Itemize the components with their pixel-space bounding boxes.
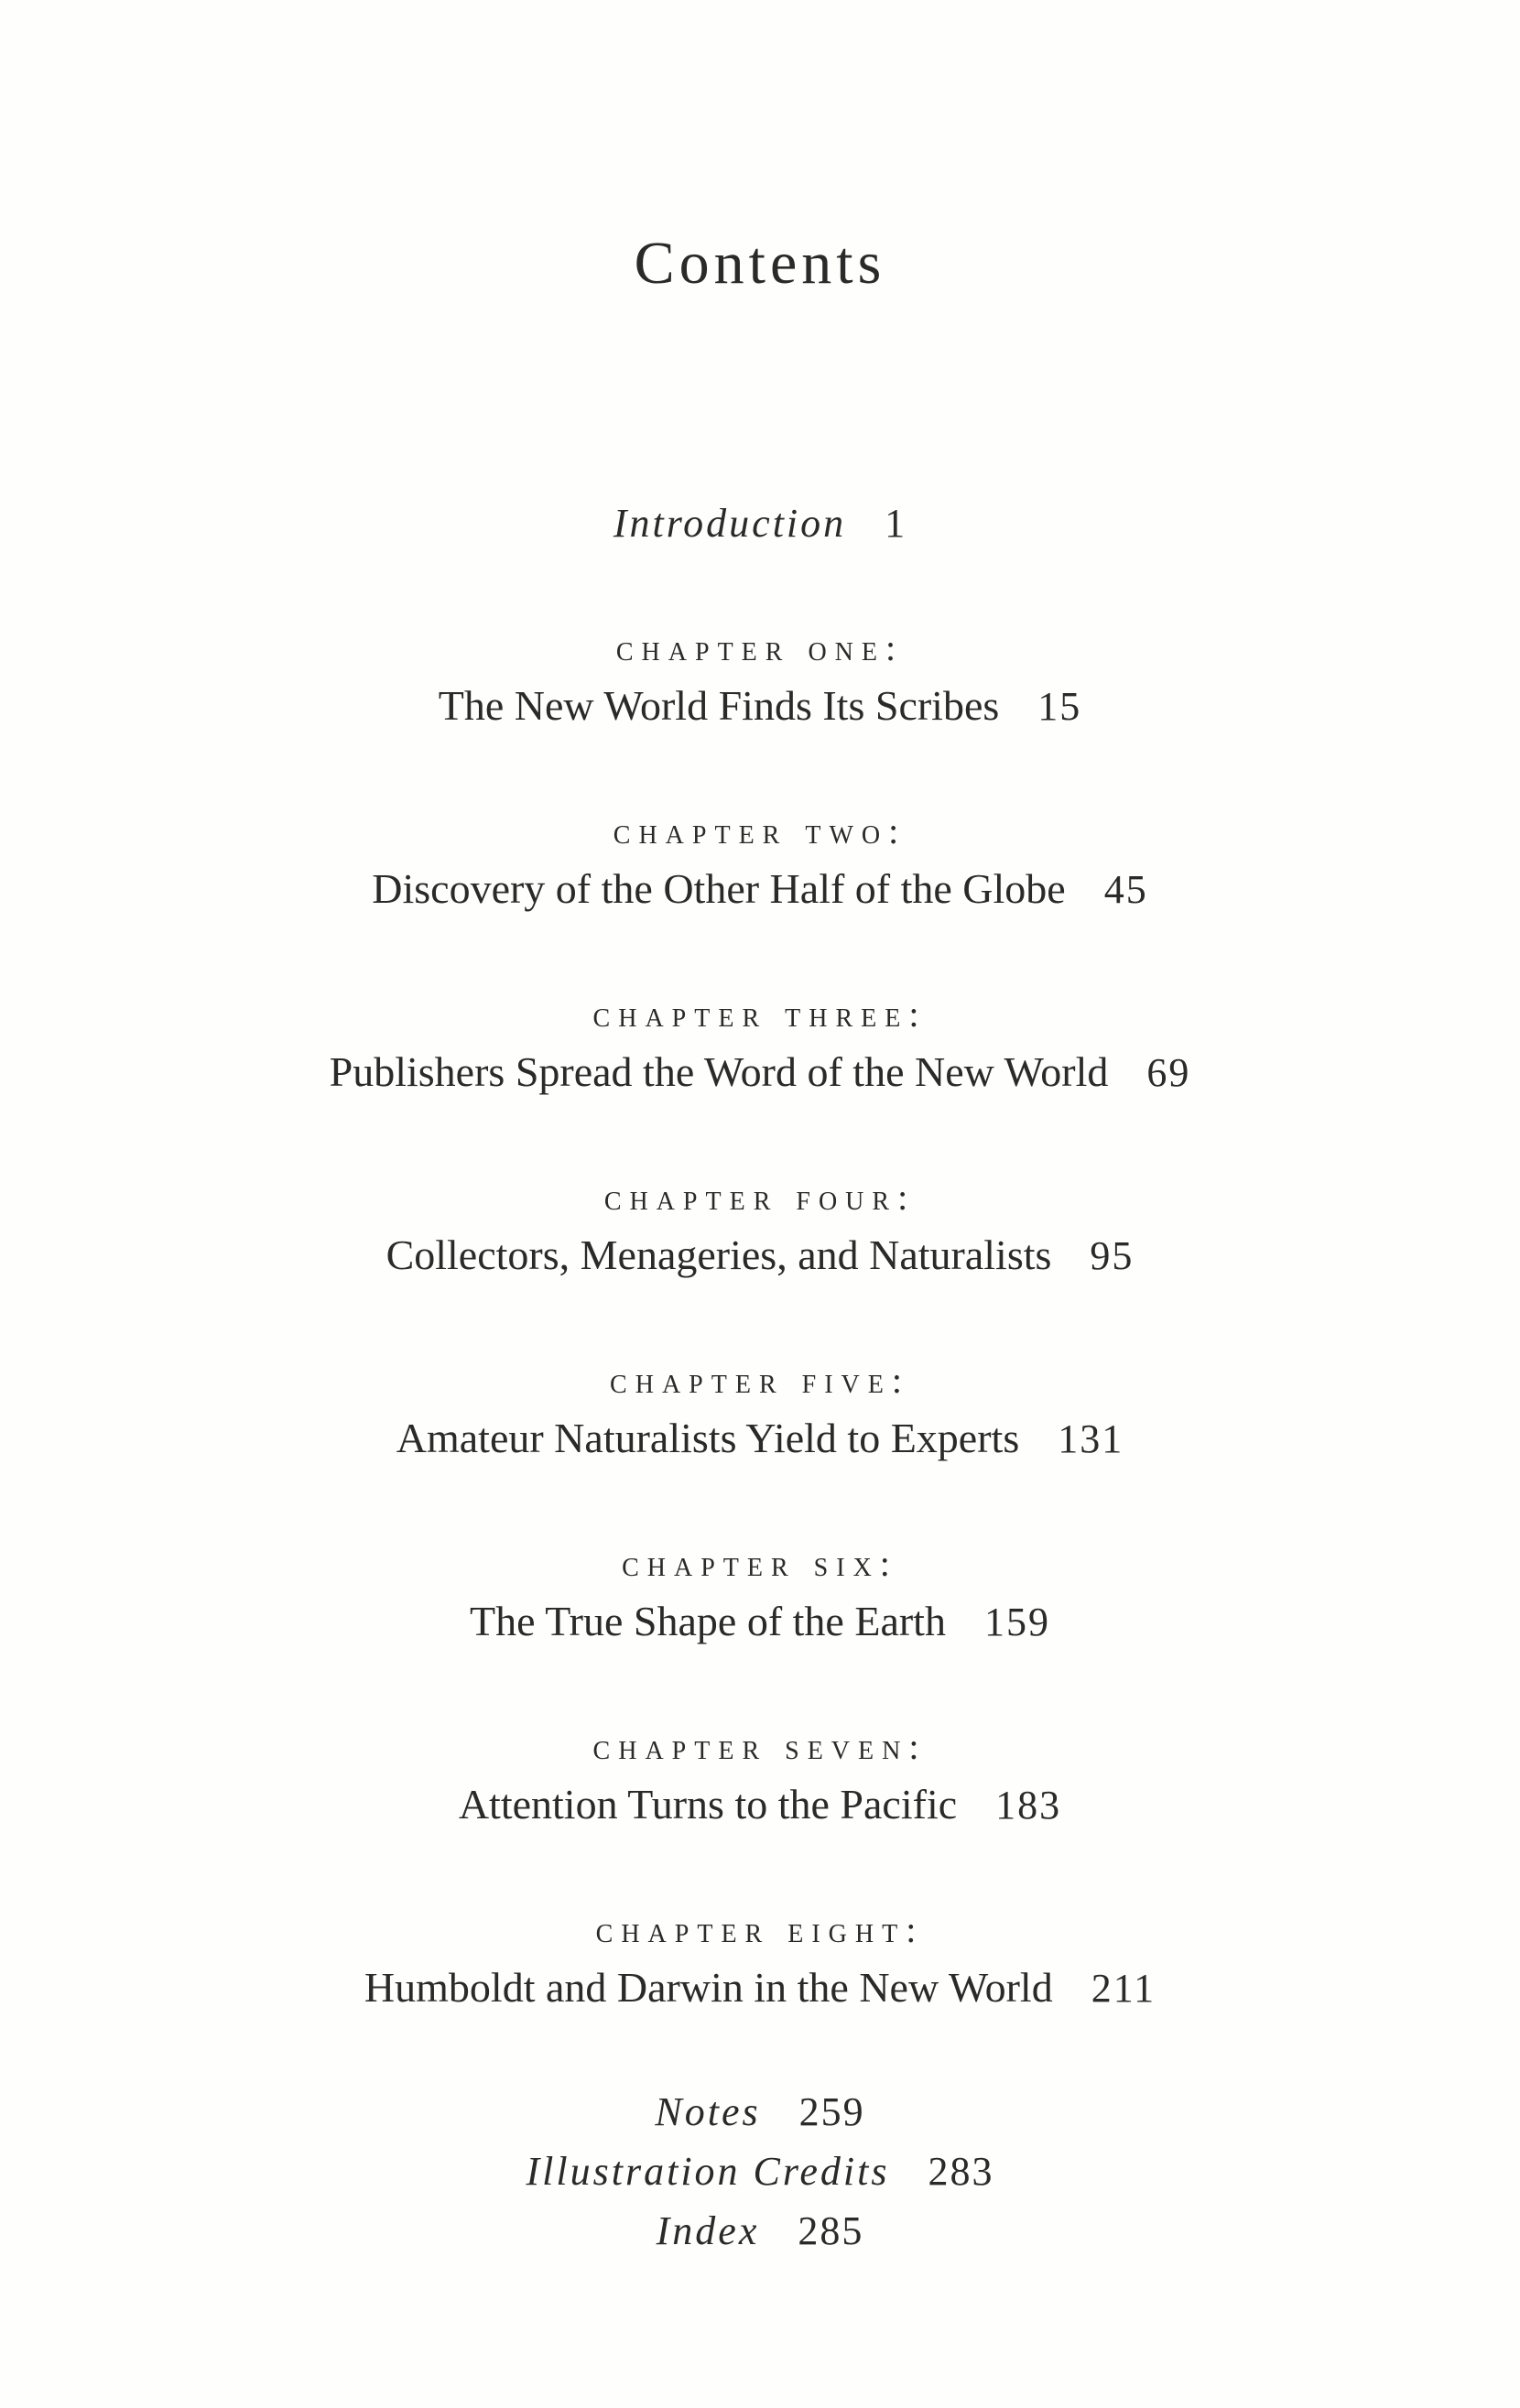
toc-entry-chapter-8[interactable] bbox=[0, 1964, 1520, 2011]
entry-label: Notes bbox=[655, 2089, 761, 2134]
chapter-title: The True Shape of the Earth bbox=[470, 1598, 946, 1644]
entry-page-number: 183 bbox=[995, 1783, 1062, 1828]
toc-entry-introduction[interactable] bbox=[0, 501, 1520, 546]
page-title: Contents bbox=[634, 230, 886, 297]
toc-entry-chapter-1[interactable] bbox=[0, 682, 1520, 729]
entry-page-number: 1 bbox=[885, 501, 907, 546]
entry-page-number: 45 bbox=[1103, 867, 1148, 912]
entry-page-number: 159 bbox=[983, 1600, 1050, 1644]
chapter-heading: chapter two: bbox=[613, 810, 907, 851]
toc-entry-chapter-2[interactable] bbox=[0, 865, 1520, 912]
chapter-title: Discovery of the Other Half of the Globe bbox=[372, 865, 1066, 912]
entry-page-number: 95 bbox=[1090, 1233, 1135, 1278]
toc-entry-chapter-7[interactable] bbox=[0, 1781, 1520, 1828]
chapter-title: Collectors, Menageries, and Naturalists bbox=[385, 1231, 1052, 1278]
entry-label: Introduction bbox=[613, 501, 847, 546]
toc-entry-illustration-credits[interactable] bbox=[0, 2149, 1520, 2194]
chapter-heading: chapter six: bbox=[622, 1543, 898, 1584]
entry-page-number: 285 bbox=[798, 2208, 864, 2253]
chapter-title: Attention Turns to the Pacific bbox=[458, 1781, 958, 1828]
chapter-heading: chapter seven: bbox=[592, 1726, 928, 1767]
chapter-title: Amateur Naturalists Yield to Experts bbox=[396, 1415, 1020, 1461]
entry-page-number: 131 bbox=[1058, 1416, 1124, 1461]
entry-page-number: 15 bbox=[1037, 684, 1082, 729]
chapter-title: The New World Finds Its Scribes bbox=[438, 682, 1000, 729]
entry-label: Index bbox=[656, 2208, 760, 2253]
entry-page-number: 69 bbox=[1146, 1050, 1191, 1095]
entry-label: Illustration Credits bbox=[526, 2149, 890, 2194]
chapter-title: Publishers Spread the Word of the New World bbox=[329, 1048, 1109, 1095]
toc-entry-index[interactable] bbox=[0, 2208, 1520, 2253]
toc-entry-chapter-4[interactable] bbox=[0, 1231, 1520, 1278]
toc-entry-chapter-3[interactable] bbox=[0, 1048, 1520, 1095]
entry-page-number: 259 bbox=[798, 2089, 865, 2134]
entry-page-number: 211 bbox=[1091, 1966, 1156, 2011]
chapter-heading: chapter three: bbox=[592, 993, 928, 1035]
entry-page-number: 283 bbox=[928, 2149, 994, 2194]
chapter-heading: chapter eight: bbox=[595, 1909, 925, 1950]
chapter-heading: chapter four: bbox=[603, 1177, 917, 1218]
chapter-title: Humboldt and Darwin in the New World bbox=[364, 1964, 1053, 2011]
toc-entry-chapter-5[interactable] bbox=[0, 1417, 1520, 1459]
chapter-heading: chapter five: bbox=[610, 1360, 910, 1401]
chapter-heading: chapter one: bbox=[615, 627, 905, 668]
toc-entry-chapter-6[interactable] bbox=[0, 1600, 1520, 1643]
toc-entry-notes[interactable] bbox=[0, 2089, 1520, 2134]
